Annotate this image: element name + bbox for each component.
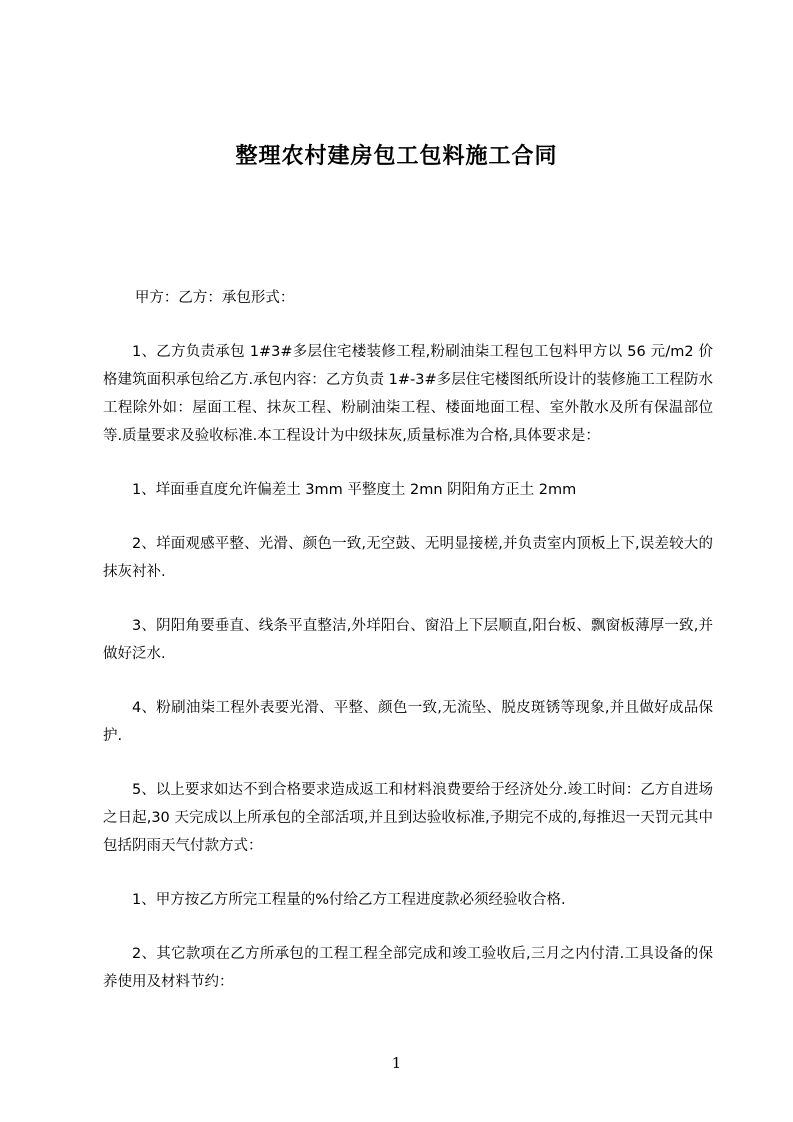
- page-number: 1: [391, 1054, 402, 1072]
- paragraph-parties: 甲方：乙方：承包形式：: [134, 290, 295, 306]
- document-title: 整理农村建房包工包料施工合同: [235, 144, 558, 169]
- paragraph-requirement-4: 4、粉刷油柒工程外表要光滑、平整、颜色一致,无流坠、脱皮斑锈等现象,并且做好成品保护.: [103, 700, 713, 744]
- paragraph-payment-1: 1、甲方按乙方所完工程量的%付给乙方工程进度款必须经验收合格.: [132, 892, 566, 908]
- paragraph-requirement-3: 3、阴阳角要垂直、线条平直整洁,外垟阳台、窗沿上下层顺直,阳台板、飘窗板薄厚一致,并做好泛水.: [103, 618, 713, 662]
- document-body: [103, 284, 713, 1022]
- paragraph-requirement-1: 1、垟面垂直度允许偏差土 3mm 平整度土 2mn 阴阳角方正土 2mm: [132, 482, 577, 498]
- paragraph-requirement-2: 2、垟面观感平整、光滑、颜色一致,无空鼓、无明显接槎,并负责室内顶板上下,误差较大的抹灰衬补.: [103, 536, 713, 580]
- paragraph-requirement-5: 5、以上要求如达不到合格要求造成返工和材料浪费要给于经济处分.竣工时间：乙方自进场之日起,30 天完成以上所承包的全部活项,并且到达验收标准,予期完不成的,每推迟一天罚元其中包括阴雨天气付款方式：: [103, 782, 713, 854]
- paragraph-contract-scope: 1、乙方负责承包 1#3#多层住宅楼装修工程,粉刷油柒工程包工包料甲方以 56 元/m2 价格建筑面积承包给乙方.承包内容：乙方负责 1#-3#多层住宅楼图纸所设计的装修施工工程防水工程除外如：屋面工程、抹灰工程、粉刷油柒工程、楼面地面工程、室外散水及所有保温部位等.质量要求及验收标准.本工程设计为中级抹灰,质量标准为合格,具体要求是：: [103, 344, 713, 444]
- paragraph-payment-2: 2、其它款项在乙方所承包的工程工程全部完成和竣工验收后,三月之内付清.工具设备的保养使用及材料节约：: [103, 946, 713, 990]
